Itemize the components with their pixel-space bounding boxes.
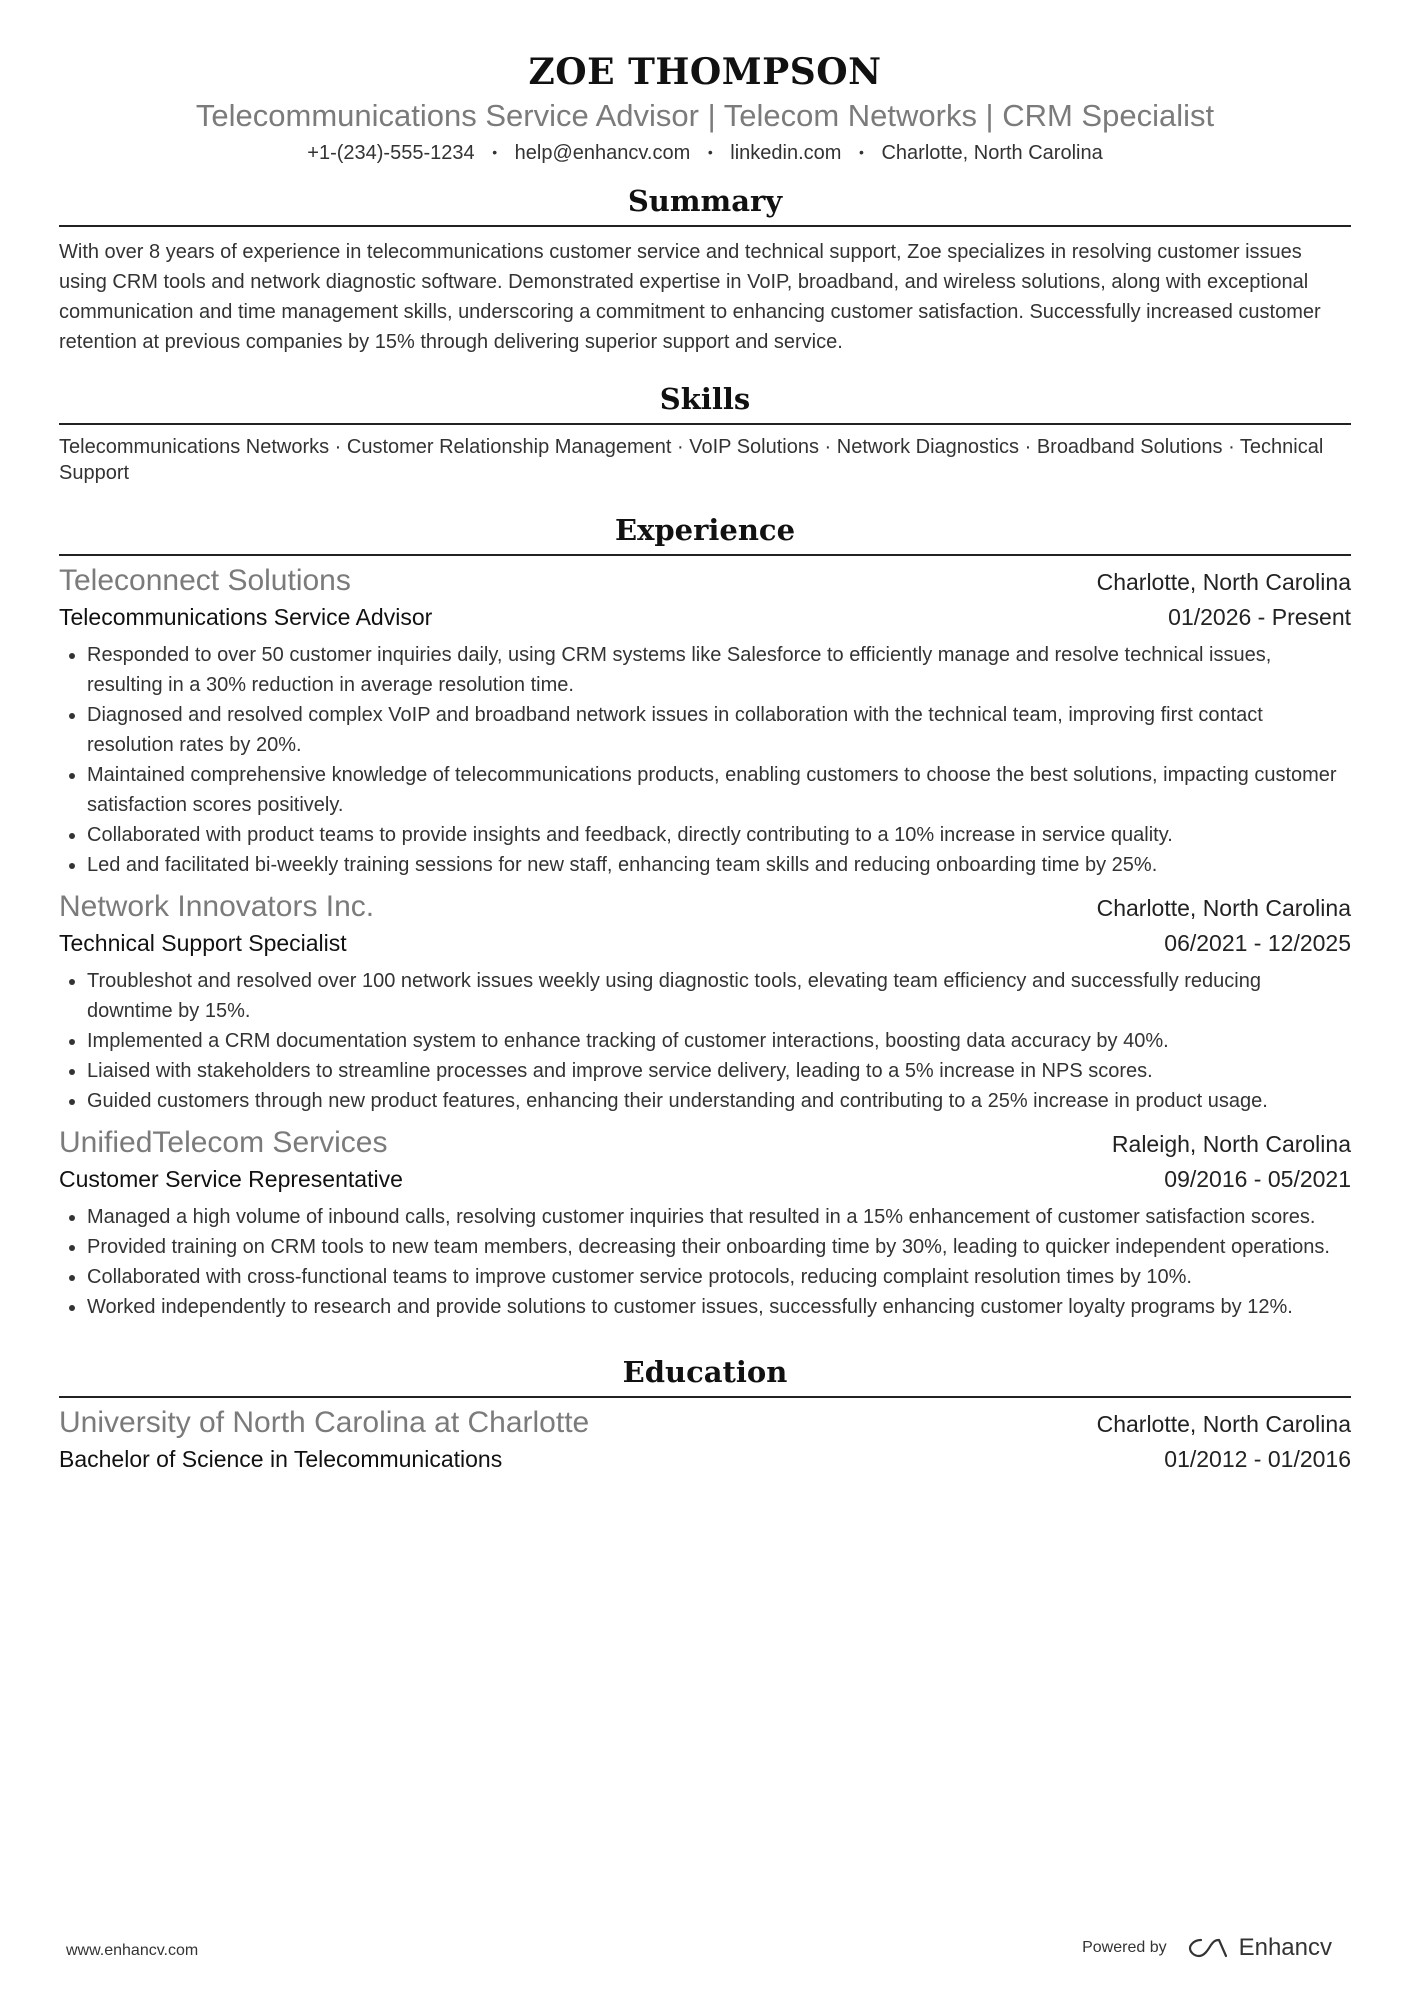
section-divider [59,225,1351,227]
brand-name: Enhancv [1238,1934,1332,1961]
job-company: Teleconnect Solutions [59,564,351,597]
education-location: Charlotte, North Carolina [1096,1411,1351,1437]
job-entry [59,888,1351,1116]
contact-line [59,138,1351,167]
education-degree: Bachelor of Science in Telecommunications [59,1446,503,1472]
job-bullet: • Troubleshot and resolved over 100 network issues weekly using diagnostic tools, elevating team efficiency and successfully reducing downtime by 15%. [87,966,1351,1026]
section-title-education: Education [622,1355,788,1389]
section-divider [59,1396,1351,1398]
job-dates: 01/2026 - Present [1168,604,1351,630]
education-school: University of North Carolina at Charlotte [59,1406,590,1439]
contact-linkedin: linkedin.com [730,142,842,164]
job-entry [59,562,1351,880]
skills-list: Telecommunications Networks · Customer Relationship Management · VoIP Solutions · Network Diagnostics · Broadband Solutions · Technical Support [59,436,1324,484]
job-bullet: • Provided training on CRM tools to new team members, decreasing their onboarding time by 30%, leading to quicker independent operations. [87,1232,1351,1262]
job-role: Telecommunications Service Advisor [59,604,433,630]
job-entry [59,1124,1351,1322]
job-bullet: • Liaised with stakeholders to streamline processes and improve service delivery, leading to a 5% increase in NPS scores. [87,1056,1351,1086]
job-bullet: • Guided customers through new product features, enhancing their understanding and contributing to a 25% increase in product usage. [87,1086,1351,1116]
education-entry [59,1404,1351,1476]
job-bullet: • Implemented a CRM documentation system to enhance tracking of customer interactions, boosting data accuracy by 40%. [87,1026,1351,1056]
job-role: Technical Support Specialist [59,930,347,956]
job-bullet: • Led and facilitated bi-weekly training sessions for new staff, enhancing team skills and reducing onboarding time by 25%. [87,850,1351,880]
summary-text: With over 8 years of experience in telecommunications customer service and technical support, Zoe specializes in resolving customer issues using CRM tools and network diagnostic software. Demonstrated expertise in VoIP, broadband, and wireless solutions, along with exceptional communication and time management skills, underscoring a commitment to enhancing customer satisfaction. Successfully increased customer retention at previous companies by 15% through delivering superior support and service. [59,241,1321,353]
brand-logo[interactable] [1187,1934,1332,1962]
contact-separator: • [707,144,713,160]
enhancv-logo-icon [1187,1935,1231,1961]
job-bullet: • Collaborated with product teams to provide insights and feedback, directly contributing to a 10% increase in service quality. [87,820,1351,850]
job-dates: 09/2016 - 05/2021 [1164,1166,1351,1192]
job-company: UnifiedTelecom Services [59,1126,388,1159]
contact-separator: • [492,144,498,160]
job-company: Network Innovators Inc. [59,890,375,923]
job-bullet: • Maintained comprehensive knowledge of telecommunications products, enabling customers to choose the best solutions, impacting customer satisfaction scores positively. [87,760,1351,820]
job-location: Raleigh, North Carolina [1111,1131,1351,1157]
education-dates: 01/2012 - 01/2016 [1164,1446,1351,1472]
section-title-skills: Skills [659,382,751,416]
job-bullet: • Worked independently to research and provide solutions to customer issues, successfully enhancing customer loyalty programs by 12%. [87,1292,1351,1322]
footer-branding [1082,1934,1332,1962]
job-bullets [59,966,1351,1116]
candidate-headline: Telecommunications Service Advisor | Telecom Networks | CRM Specialist [195,98,1215,133]
job-location: Charlotte, North Carolina [1096,569,1351,595]
contact-separator: • [859,144,864,160]
candidate-name: ZOE THOMPSON [528,51,882,93]
footer-website[interactable]: www.enhancv.com [66,1942,199,1959]
skills-section [59,379,1351,486]
contact-location: Charlotte, North Carolina [881,142,1103,164]
section-divider [59,554,1351,556]
contact-email: help@enhancv.com [514,142,691,164]
job-location: Charlotte, North Carolina [1096,895,1351,921]
powered-by-label: Powered by [1082,1939,1167,1956]
contact-phone: +1-(234)-555-1234 [307,142,475,164]
job-bullet: • Diagnosed and resolved complex VoIP and broadband network issues in collaboration with the technical team, improving first contact resolution rates by 20%. [87,700,1351,760]
job-bullet: • Responded to over 50 customer inquiries daily, using CRM systems like Salesforce to efficiently manage and resolve technical issues, resulting in a 30% reduction in average resolution time. [87,640,1351,700]
summary-section [59,181,1351,357]
job-dates: 06/2021 - 12/2025 [1164,930,1351,956]
job-bullet: • Collaborated with cross-functional teams to improve customer service protocols, reducing complaint resolution times by 10%. [87,1262,1351,1292]
job-bullet: • Managed a high volume of inbound calls, resolving customer inquiries that resulted in a 15% enhancement of customer satisfaction scores. [87,1202,1351,1232]
resume-header [59,0,1351,167]
experience-section [59,510,1351,1322]
job-bullets [59,640,1351,880]
job-bullets [59,1202,1351,1322]
section-divider [59,423,1351,425]
section-title-summary: Summary [627,184,783,218]
job-role: Customer Service Representative [59,1166,403,1192]
section-title-experience: Experience [614,513,796,547]
education-section [59,1352,1351,1476]
